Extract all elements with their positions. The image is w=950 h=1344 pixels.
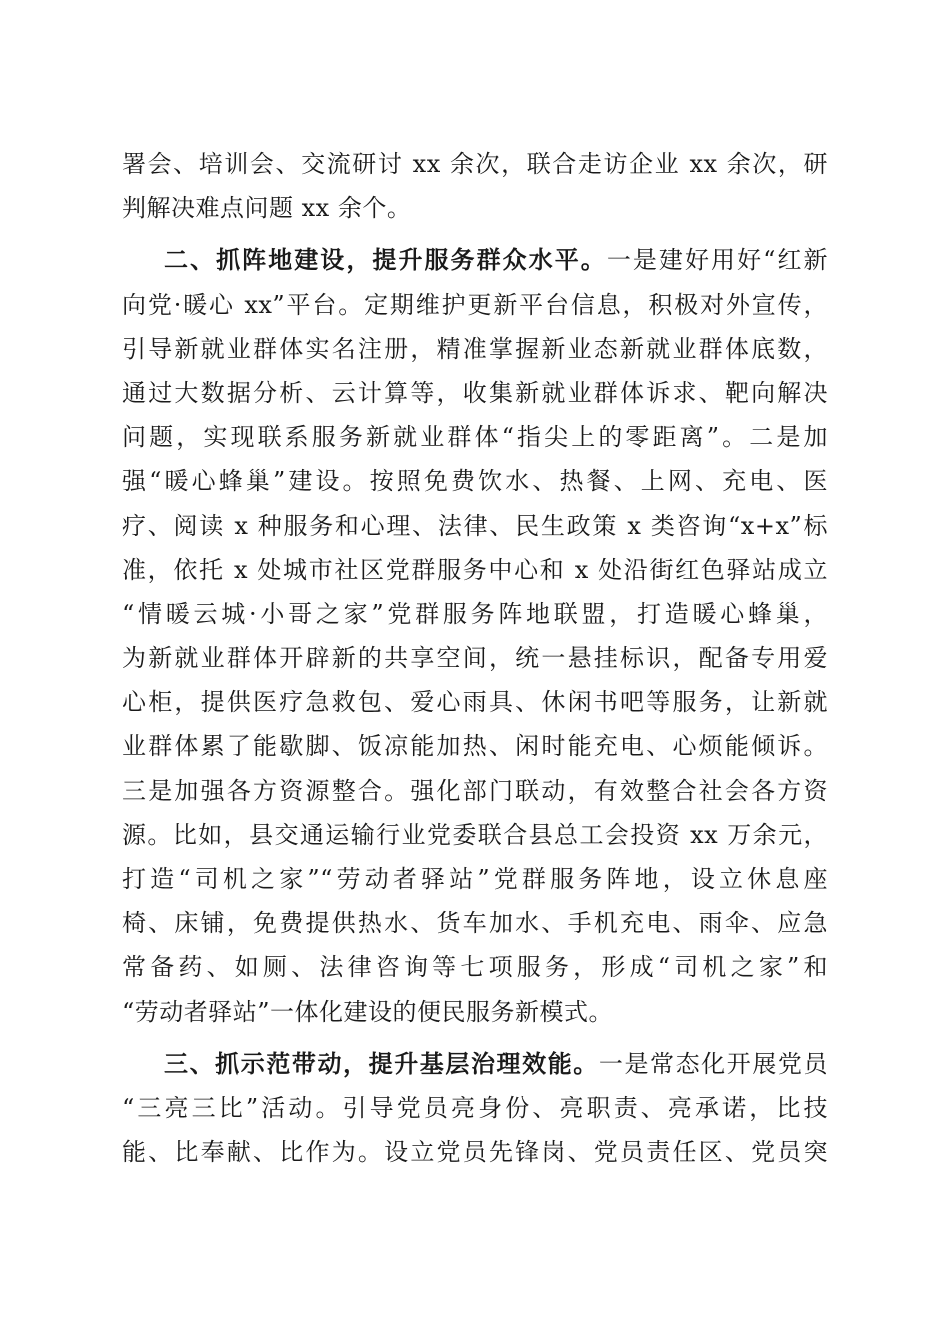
- text-line: 准，依托 x 处城市社区党群服务中心和 x 处沿街红色驿站成立: [122, 555, 828, 584]
- text-line: “劳动者驿站”一体化建设的便民服务新模式。: [122, 997, 614, 1026]
- text-line: 引导新就业群体实名注册，精准掌握新业态新就业群体底数，: [122, 334, 828, 363]
- paragraph-continuation: [122, 142, 828, 230]
- text-line: [122, 238, 828, 282]
- text-line: 三是加强各方资源整合。强化部门联动，有效整合社会各方资: [122, 776, 828, 805]
- text-line: 为新就业群体开辟新的共享空间，统一悬挂标识，配备专用爱: [122, 644, 828, 673]
- paragraph-gap: [122, 1034, 828, 1042]
- text-line: 源。比如，县交通运输行业党委联合县总工会投资 xx 万余元，: [122, 820, 828, 849]
- paragraph-section-three: [122, 1042, 828, 1175]
- text-line: 打造“司机之家”“劳动者驿站”党群服务阵地，设立休息座: [122, 865, 828, 893]
- text-line: 疗、阅读 x 种服务和心理、法律、民生政策 x 类咨询“x+x”标: [122, 511, 828, 540]
- text-line: 常备药、如厕、法律咨询等七项服务，形成“司机之家”和: [122, 953, 828, 982]
- text-line: 心柜，提供医疗急救包、爱心雨具、休闲书吧等服务，让新就: [122, 688, 828, 717]
- text-line: 判解决难点问题 xx 余个。: [122, 194, 412, 223]
- text-line: 问题，实现联系服务新就业群体“指尖上的零距离”。二是加: [122, 423, 828, 452]
- text-line: “三亮三比”活动。引导党员亮身份、亮职责、亮承诺，比技: [122, 1093, 828, 1122]
- paragraph-gap: [122, 230, 828, 238]
- paragraph-section-two: [122, 238, 828, 1033]
- text-line: 署会、培训会、交流研讨 xx 余次，联合走访企业 xx 余次，研: [122, 150, 828, 178]
- section-heading: 三、抓示范带动，提升基层治理效能。: [164, 1048, 599, 1078]
- text-line: 向党·暖心 xx”平台。定期维护更新平台信息，积极对外宣传，: [122, 290, 828, 319]
- text-line: 业群体累了能歇脚、饭凉能加热、闲时能充电、心烦能倾诉。: [122, 732, 828, 761]
- text-line: “情暖云城·小哥之家”党群服务阵地联盟，打造暖心蜂巢，: [122, 599, 828, 628]
- section-heading: 二、抓阵地建设，提升服务群众水平。: [164, 245, 607, 275]
- document-body: [122, 142, 828, 1174]
- text-line: 通过大数据分析、云计算等，收集新就业群体诉求、靶向解决: [122, 378, 828, 407]
- text-line: [122, 1042, 828, 1086]
- text-run: 一是常态化开展党员: [598, 1049, 828, 1078]
- text-line: 强“暖心蜂巢”建设。按照免费饮水、热餐、上网、充电、医: [122, 467, 828, 496]
- text-line: 能、比奉献、比作为。设立党员先锋岗、党员责任区、党员突: [122, 1138, 828, 1167]
- text-run: 一是建好用好“红新: [606, 246, 828, 275]
- text-line: 椅、床铺，免费提供热水、货车加水、手机充电、雨伞、应急: [122, 909, 828, 938]
